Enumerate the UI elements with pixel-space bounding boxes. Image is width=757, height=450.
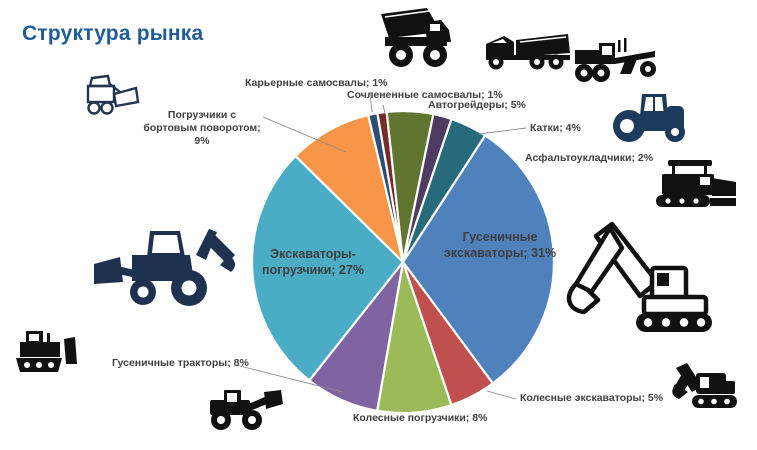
label-crawler-excavators: Гусеничные экскаваторы; 31% (443, 230, 557, 261)
skid-steer-loader-icon (80, 70, 144, 120)
label-asphalt-pavers: Асфальтоукладчики; 2% (525, 152, 654, 164)
motor-grader-icon (573, 34, 659, 84)
asphalt-paver-icon (644, 158, 740, 216)
wheel-loader-icon (198, 388, 284, 432)
road-roller-icon (612, 86, 692, 144)
compact-excavator-icon (662, 356, 742, 418)
label-articulated-dump-trucks: Сочлененные самосвалы; 1% (347, 89, 503, 101)
crawler-tractor-icon (12, 326, 84, 376)
label-backhoe-loaders: Экскаваторы-погрузчики; 27% (262, 247, 364, 278)
label-wheeled-excavators: Колесные экскаваторы; 5% (520, 392, 664, 404)
page-title: Структура рынка (22, 22, 204, 45)
label-skid-steer-loaders: Погрузчики с бортовым поворотом; 9% (143, 109, 261, 147)
label-crawler-tractors: Гусеничные тракторы; 8% (112, 357, 249, 369)
label-wheeled-loaders: Колесные погрузчики; 8% (353, 412, 488, 424)
articulated-dump-truck-icon (482, 30, 572, 70)
crawler-excavator-icon (560, 210, 718, 342)
mining-dump-truck-icon (375, 6, 461, 72)
label-mining-dump-trucks: Карьерные самосвалы; 1% (245, 77, 388, 89)
label-rollers: Катки; 4% (530, 122, 581, 134)
backhoe-loader-icon (92, 222, 248, 312)
label-motor-graders: Автогрейдеры; 5% (428, 99, 526, 111)
